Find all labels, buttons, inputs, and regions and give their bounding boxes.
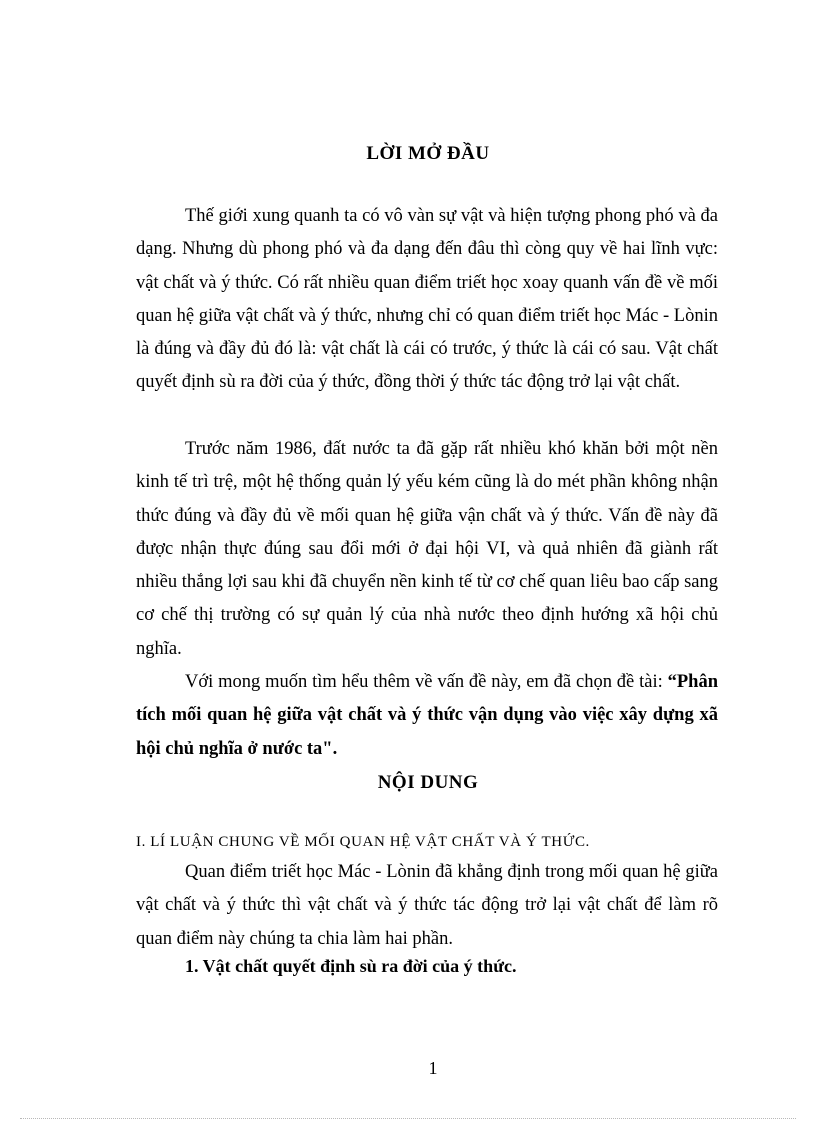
intro-paragraph-1 xyxy=(136,200,718,400)
section-1-paragraph xyxy=(136,856,718,956)
intro-paragraph-3-prefix: Với mong muốn tìm hểu thêm về vấn đề này, em đã chọn đề tài: xyxy=(185,672,668,692)
section-1-subheading: 1. Vật chất quyết định sù ra đời của ý thức. xyxy=(185,956,517,976)
page-number: 1 xyxy=(428,1058,438,1078)
section-1-heading: I. LÍ LUẬN CHUNG VỀ MỐI QUAN HỆ VẬT CHẤT VÀ Ý THỨC. xyxy=(136,834,590,850)
intro-paragraph-2-text: Trước năm 1986, đất nước ta đã gặp rất nhiều khó khăn bởi một nền kinh tế trì trệ, một hệ thống quản lý yếu kém cũng là do mét phần không nhận thức đúng và đầy đủ về mối quan hệ giữa vận chất và ý thức. Vấn đề này đã được nhận thực đúng sau đổi mới ở đại hội VI, và quả nhiên đã giành rất nhiều thắng lợi sau khi đã chuyển nền kinh tế từ cơ chế quan liêu bao cấp sang cơ chế thị trường có sự quản lý của nhà nước theo định hướng xã hội chủ nghĩa. xyxy=(136,439,718,659)
intro-paragraph-1-text: Thế giới xung quanh ta có vô vàn sự vật và hiện tượng phong phó và đa dạng. Nhưng dù phong phó và đa dạng đến đâu thì còng quy về hai lĩnh vực: vật chất và ý thức. Có rất nhiều quan điểm triết học xoay quanh vấn đề về mối quan hệ giữa vật chất và ý thức, nhưng chỉ có quan điểm triết học Mác - Lònin là đúng và đầy đủ đó là: vật chất là cái có trước, ý thức là cái có sau. Vật chất quyết định sù ra đời của ý thức, đồng thời ý thức tác động trở lại vật chất. xyxy=(136,206,718,393)
section-1-paragraph-text: Quan điểm triết học Mác - Lònin đã khẳng định trong mối quan hệ giữa vật chất và ý thức thì vật chất và ý thức tác động trở lại vật chất để làm rõ quan điểm này chúng ta chia làm hai phần. xyxy=(136,862,718,949)
content-heading: NỘI DUNG xyxy=(377,772,479,793)
page-bottom-divider xyxy=(20,1118,796,1119)
intro-paragraph-3-text xyxy=(136,666,718,766)
title-loi-mo-dau: LỜI MỞ ĐẦU xyxy=(366,143,490,164)
intro-paragraph-3 xyxy=(136,666,718,766)
intro-paragraph-2 xyxy=(136,433,718,666)
topic-title: “Phân tích mối quan hệ giữa vật chất và ý thức vận dụng vào việc xây dựng xã hội chủ nghĩa ở nước ta". xyxy=(136,672,718,759)
